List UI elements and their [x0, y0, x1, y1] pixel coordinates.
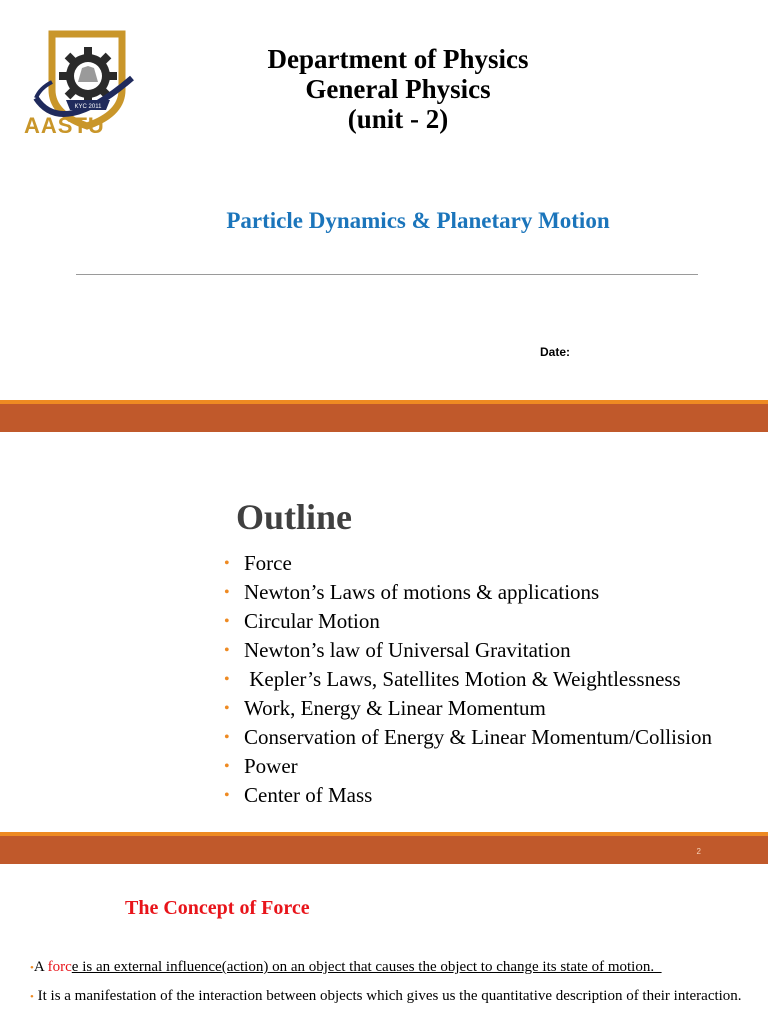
- logo-badge: KYC 2011: [74, 104, 102, 110]
- list-item-text: Newton’s law of Universal Gravitation: [244, 638, 571, 662]
- list-item-text: Circular Motion: [244, 609, 380, 633]
- list-item-text: Center of Mass: [244, 783, 373, 807]
- logo-text: AASTU: [24, 113, 105, 138]
- list-item: [224, 578, 712, 607]
- title-line-course: General Physics: [305, 74, 491, 104]
- bullet-icon: •: [224, 787, 230, 804]
- outline-list: [224, 549, 712, 810]
- force-definition: [30, 959, 662, 976]
- list-item-text: Force: [244, 551, 292, 575]
- bullet-icon: •: [224, 613, 230, 630]
- slide-footer-bar: [0, 832, 768, 864]
- list-item-text: Newton’s Laws of motions & applications: [244, 580, 600, 604]
- bullet-icon: •: [30, 991, 34, 1003]
- bullet-icon: •: [224, 642, 230, 659]
- list-item-text: Conservation of Energy & Linear Momentum/Collision: [244, 725, 712, 749]
- title-line-unit: (unit - 2): [347, 104, 449, 134]
- list-item: [224, 607, 712, 636]
- list-item: [224, 665, 712, 694]
- list-item-text: Power: [244, 754, 298, 778]
- page-number: 2: [696, 847, 701, 856]
- title-slide: [0, 0, 768, 400]
- concept-title: The Concept of Force: [125, 897, 310, 919]
- definition-keyword: forc: [47, 959, 72, 975]
- outline-title: Outline: [236, 497, 353, 537]
- list-item: [224, 723, 712, 752]
- list-item: [224, 694, 712, 723]
- list-item: [224, 636, 712, 665]
- slide-footer-bar: [0, 400, 768, 432]
- list-item: [224, 752, 712, 781]
- title-block: [200, 44, 596, 134]
- slide-subtitle: Particle Dynamics & Planetary Motion: [226, 208, 610, 233]
- interaction-paragraph: [30, 988, 746, 1006]
- list-item-text: Kepler’s Laws, Satellites Motion & Weightlessness: [244, 667, 681, 691]
- bullet-icon: •: [224, 555, 230, 572]
- bullet-icon: •: [224, 700, 230, 717]
- bullet-icon: •: [30, 962, 34, 974]
- date-label: Date:: [540, 345, 571, 359]
- concept-slide: [0, 864, 768, 1024]
- bullet-icon: •: [224, 584, 230, 601]
- bullet-icon: •: [224, 671, 230, 688]
- list-item: [224, 549, 712, 578]
- list-item: [224, 781, 712, 810]
- title-line-department: Department of Physics: [267, 44, 529, 74]
- list-item-text: Work, Energy & Linear Momentum: [244, 696, 546, 720]
- bullet-icon: •: [224, 758, 230, 775]
- definition-prefix: A: [33, 959, 48, 975]
- definition-text: e is an external influence(action) on an object that causes the object to change its state of motion.: [71, 959, 662, 975]
- bullet-icon: •: [224, 729, 230, 746]
- outline-slide: [0, 432, 768, 832]
- divider-line: [76, 274, 698, 275]
- paragraph-text: It is a manifestation of the interaction between objects which gives us the quantitative description of their interaction.: [37, 988, 742, 1004]
